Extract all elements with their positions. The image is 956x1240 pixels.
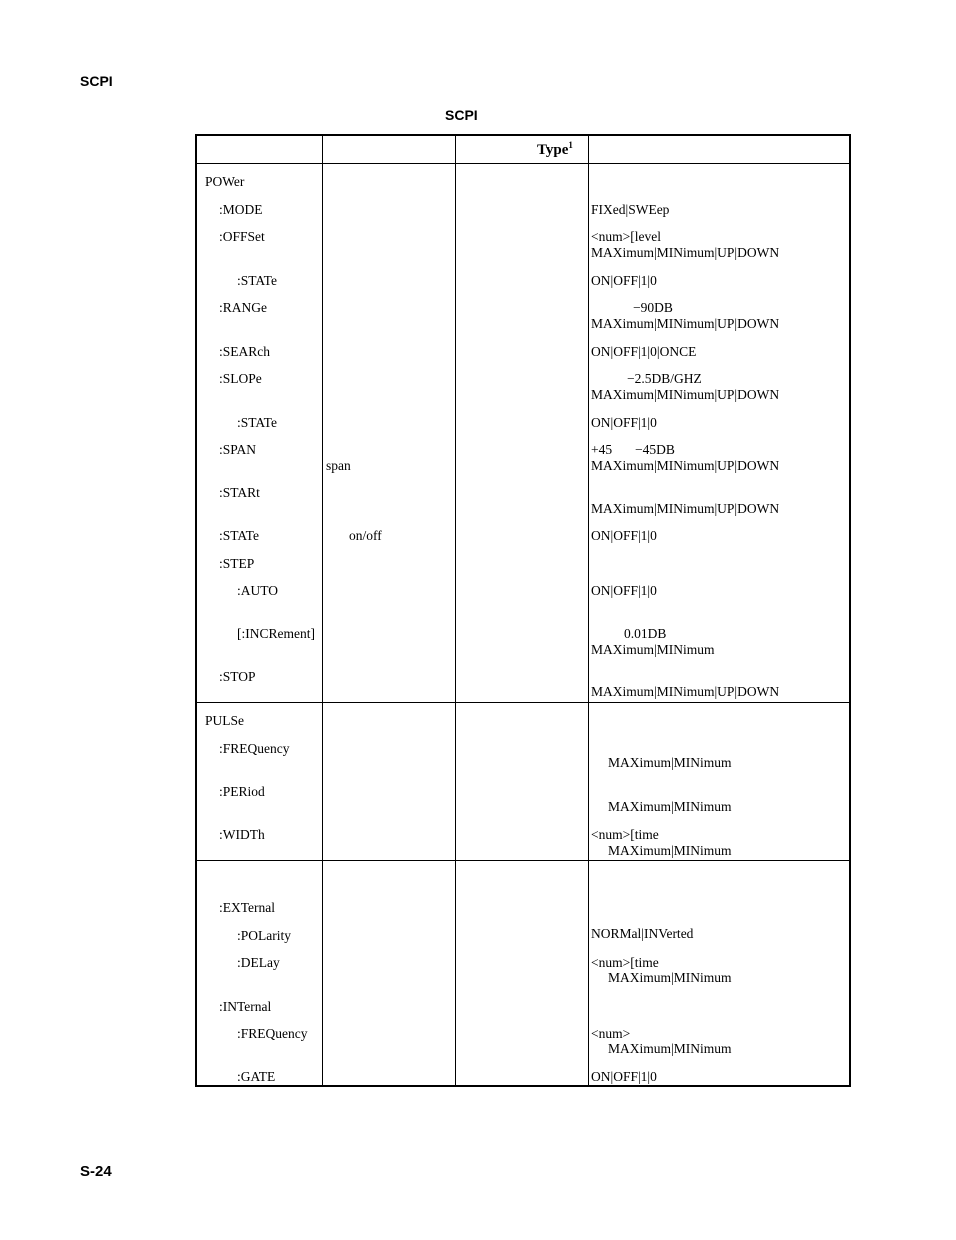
command-table — [195, 134, 851, 1087]
param-span-line1b: −45DB — [635, 442, 675, 457]
param-step-auto: ON|OFF|1|0 — [591, 583, 657, 598]
command-internal: :INTernal — [219, 999, 272, 1014]
command-step: :STEP — [219, 556, 255, 571]
command-gate: :GATE — [237, 1069, 276, 1084]
param-stop: MAXimum|MINimum|UP|DOWN — [591, 684, 780, 699]
command-step-auto: :AUTO — [237, 583, 279, 598]
param-state: ON|OFF|1|0 — [591, 528, 657, 543]
param-pulse-period: MAXimum|MINimum — [608, 799, 732, 814]
command-span: :SPAN — [219, 442, 257, 457]
command-internal-frequency: :FREQuency — [237, 1026, 308, 1041]
running-head: SCPI — [80, 73, 113, 89]
param-offset-line1: <num>[level — [591, 229, 661, 244]
param-span-line2: MAXimum|MINimum|UP|DOWN — [591, 458, 780, 473]
command-external: :EXTernal — [219, 900, 276, 915]
command-power: POWer — [205, 174, 245, 189]
command-polarity: :POLarity — [237, 928, 291, 943]
param-pulse-frequency: MAXimum|MINimum — [608, 755, 732, 770]
command-search: :SEARch — [219, 344, 271, 359]
page-number: S-24 — [80, 1163, 112, 1180]
command-pulse-frequency: :FREQuency — [219, 741, 290, 756]
section-rule — [197, 702, 849, 703]
command-pulse-width: :WIDTh — [219, 827, 265, 842]
param-slope-line1: −2.5DB/GHZ — [627, 371, 702, 386]
param-step-increment-line1: 0.01DB — [624, 626, 667, 641]
column-divider — [455, 136, 456, 1085]
param-slope-line2: MAXimum|MINimum|UP|DOWN — [591, 387, 780, 402]
param-slope-state: ON|OFF|1|0 — [591, 415, 657, 430]
param-internal-frequency-line1: <num> — [591, 1026, 631, 1041]
command-state: :STATe — [219, 528, 259, 543]
param-range-line1: −90DB — [633, 300, 673, 315]
param-delay-line2: MAXimum|MINimum — [608, 970, 732, 985]
param-internal-frequency-line2: MAXimum|MINimum — [608, 1041, 732, 1056]
param-delay-line1: <num>[time — [591, 955, 659, 970]
param-offset-line2: MAXimum|MINimum|UP|DOWN — [591, 245, 780, 260]
command-slope-state: :STATe — [237, 415, 277, 430]
command-mode: :MODE — [219, 202, 263, 217]
command-start: :STARt — [219, 485, 260, 500]
param-search: ON|OFF|1|0|ONCE — [591, 344, 697, 359]
param-step-increment-line2: MAXimum|MINimum — [591, 642, 715, 657]
param-polarity: NORMal|INVerted — [591, 926, 694, 941]
column-divider — [588, 136, 589, 1085]
command-step-increment: [:INCRement] — [237, 626, 315, 641]
param-start: MAXimum|MINimum|UP|DOWN — [591, 501, 780, 516]
param-offset-state: ON|OFF|1|0 — [591, 273, 657, 288]
type-footnote-marker: 1 — [568, 140, 573, 150]
type-column-header: Type$^1$ — [537, 140, 573, 158]
command-slope: :SLOPe — [219, 371, 262, 386]
command-delay: :DELay — [237, 955, 280, 970]
command-offset-state: :STATe — [237, 273, 277, 288]
description-span: span — [326, 458, 351, 473]
command-range: :RANGe — [219, 300, 267, 315]
header-rule — [197, 163, 849, 164]
command-stop: :STOP — [219, 669, 256, 684]
param-mode: FIXed|SWEep — [591, 202, 670, 217]
command-pulse: PULSe — [205, 713, 245, 728]
column-divider — [322, 136, 323, 1085]
param-pulse-width-line2: MAXimum|MINimum — [608, 843, 732, 858]
command-pulse-period: :PERiod — [219, 784, 265, 799]
param-pulse-width-line1: <num>[time — [591, 827, 659, 842]
section-rule — [197, 860, 849, 861]
param-span-line1a: +45 — [591, 442, 613, 457]
param-gate: ON|OFF|1|0 — [591, 1069, 657, 1084]
param-range-line2: MAXimum|MINimum|UP|DOWN — [591, 316, 780, 331]
description-state: on/off — [349, 528, 382, 543]
table-caption: SCPI — [445, 107, 478, 123]
command-offset: :OFFSet — [219, 229, 265, 244]
